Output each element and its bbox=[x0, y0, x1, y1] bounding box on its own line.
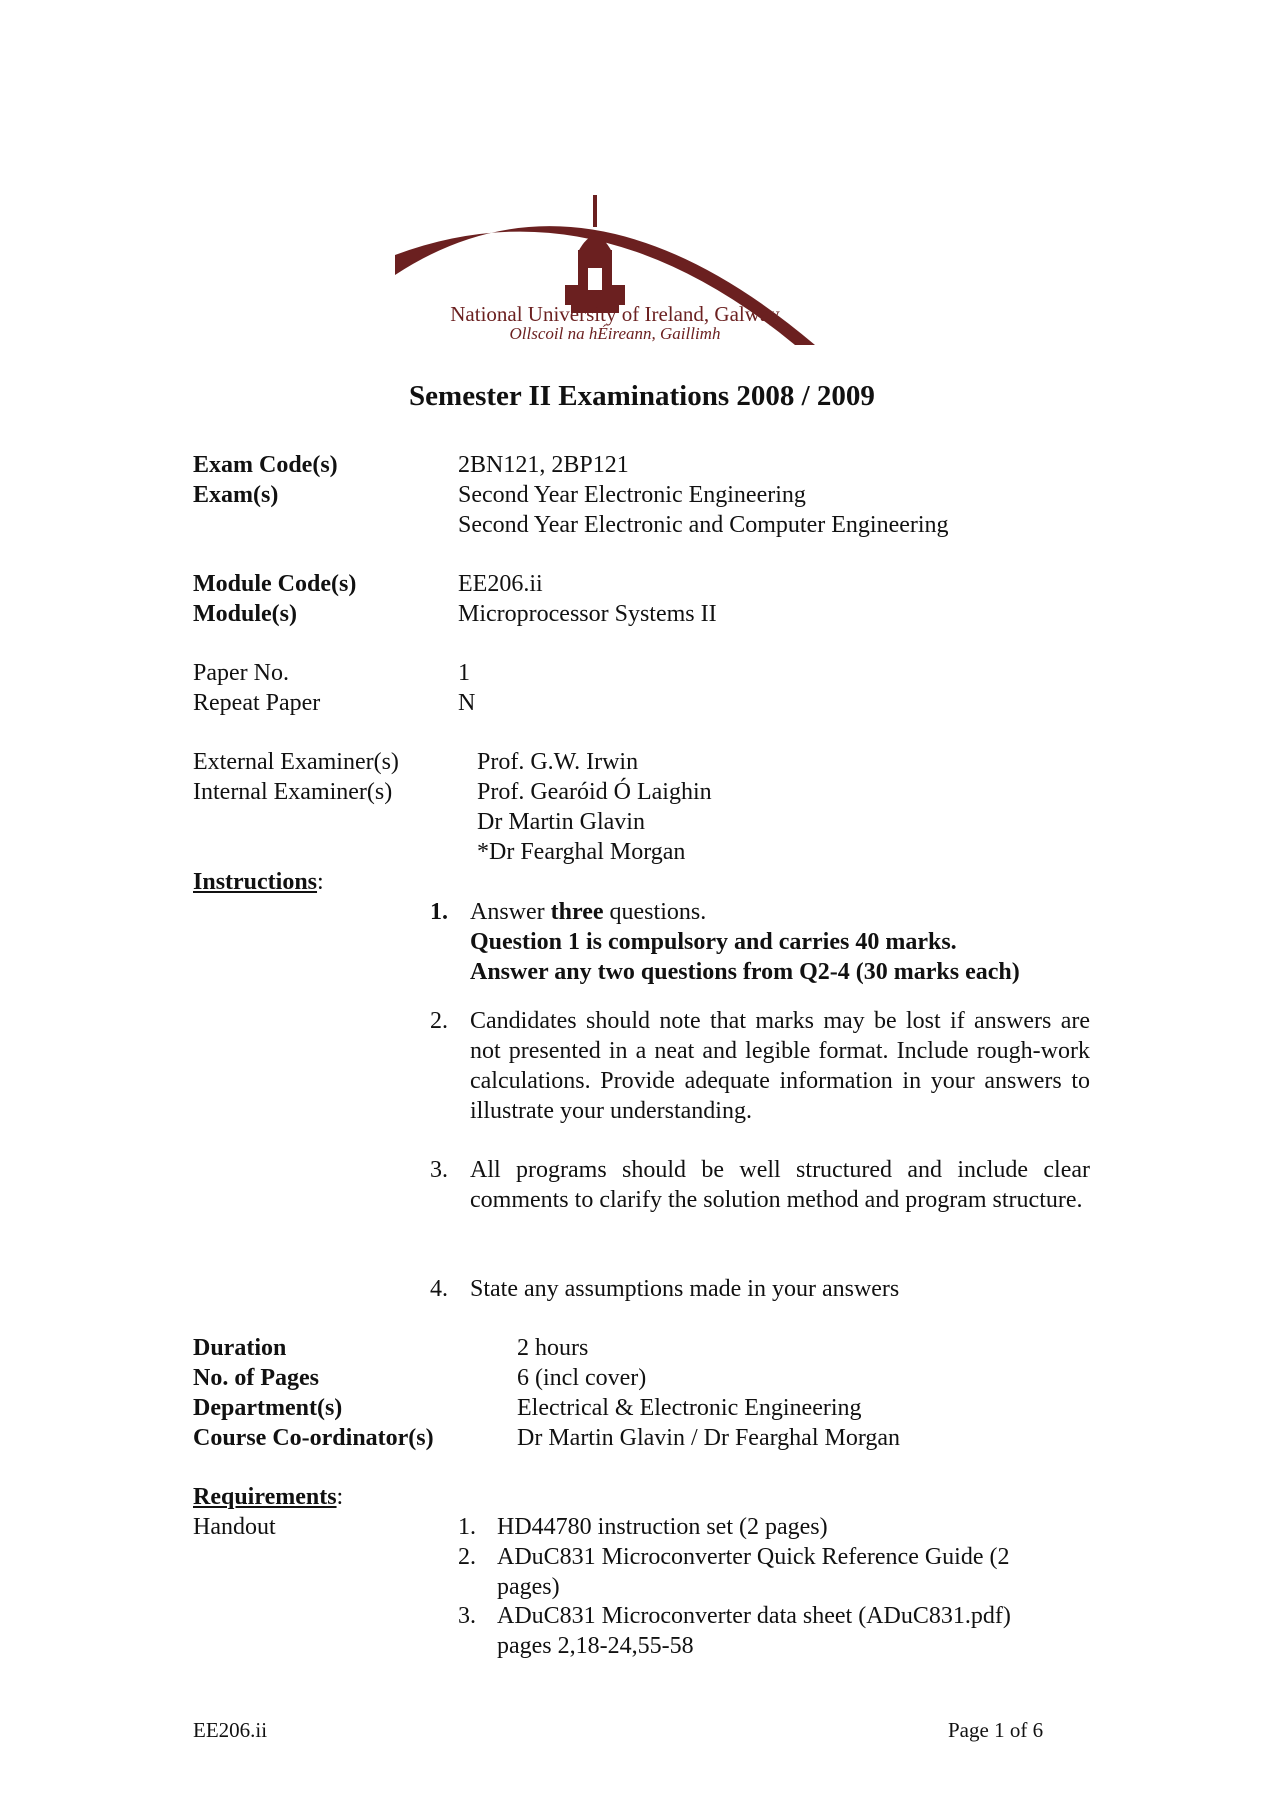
instructions-colon: : bbox=[317, 869, 324, 895]
department-label: Department(s) bbox=[193, 1395, 343, 1421]
exam-code-label: Exam Code(s) bbox=[193, 452, 338, 478]
instruction-1-post: questions. bbox=[603, 899, 707, 925]
module-label: Module(s) bbox=[193, 601, 297, 627]
requirements-heading bbox=[193, 1482, 343, 1512]
instruction-1-line-3: Answer any two questions from Q2-4 (30 marks each) bbox=[470, 959, 1020, 985]
paper-no-label: Paper No. bbox=[193, 660, 289, 686]
pages-label: No. of Pages bbox=[193, 1365, 319, 1391]
external-examiner-value: Prof. G.W. Irwin bbox=[477, 749, 639, 775]
paper-no-value: 1 bbox=[458, 660, 470, 686]
footer-page-number: Page 1 of 6 bbox=[948, 1718, 1044, 1742]
module-value: Microprocessor Systems II bbox=[458, 601, 717, 627]
exam-value-1: Second Year Electronic Engineering bbox=[458, 482, 806, 508]
instruction-4-text: State any assumptions made in your answers bbox=[470, 1276, 900, 1302]
logo-name-english: National University of Ireland, Galway bbox=[450, 302, 780, 326]
requirement-3-text: ADuC831 Microconverter data sheet (ADuC831.pdf) pages 2,18-24,55-58 bbox=[497, 1603, 1011, 1659]
coordinator-value: Dr Martin Glavin / Dr Fearghal Morgan bbox=[517, 1425, 901, 1451]
page-title: Semester II Examinations 2008 / 2009 bbox=[409, 380, 875, 412]
exam-value-2: Second Year Electronic and Computer Engineering bbox=[458, 512, 949, 538]
instructions-label: Instructions bbox=[193, 869, 318, 895]
instruction-1-line-2: Question 1 is compulsory and carries 40 marks. bbox=[470, 929, 957, 955]
instruction-1-pre: Answer bbox=[470, 899, 551, 925]
instruction-1-line-1 bbox=[470, 897, 706, 927]
instruction-2-text: Candidates should note that marks may be lost if answers are not presented in a neat and legible format. Include rough-work calculations. Provide adequate information in your answers to illustrate your understanding. bbox=[470, 1008, 1090, 1124]
internal-examiner-1: Prof. Gearóid Ó Laighin bbox=[477, 779, 712, 805]
instruction-1-number: 1. bbox=[430, 899, 448, 925]
handout-label: Handout bbox=[193, 1514, 276, 1540]
instructions-heading bbox=[193, 867, 324, 897]
exam-code-value: 2BN121, 2BP121 bbox=[458, 452, 629, 478]
requirement-3-number: 3. bbox=[458, 1603, 476, 1629]
requirement-1-number: 1. bbox=[458, 1514, 476, 1540]
internal-examiner-2: Dr Martin Glavin bbox=[477, 809, 645, 835]
external-examiner-label: External Examiner(s) bbox=[193, 749, 399, 775]
requirements-label: Requirements bbox=[193, 1484, 337, 1510]
duration-value: 2 hours bbox=[517, 1335, 589, 1361]
module-code-label: Module Code(s) bbox=[193, 571, 357, 597]
duration-label: Duration bbox=[193, 1335, 287, 1361]
instruction-1-bold: three bbox=[550, 899, 604, 925]
instruction-3-number: 3. bbox=[430, 1157, 448, 1183]
university-logo bbox=[395, 190, 885, 350]
requirement-2-text: ADuC831 Microconverter Quick Reference Guide (2 pages) bbox=[497, 1544, 1010, 1600]
instruction-3-text: All programs should be well structured and include clear comments to clarify the solution method and program structure. bbox=[470, 1157, 1090, 1213]
requirement-2-number: 2. bbox=[458, 1544, 476, 1570]
requirements-colon: : bbox=[336, 1484, 344, 1510]
requirement-1-text: HD44780 instruction set (2 pages) bbox=[497, 1514, 828, 1540]
repeat-paper-value: N bbox=[458, 690, 476, 716]
instruction-2-number: 2. bbox=[430, 1008, 448, 1034]
exam-label: Exam(s) bbox=[193, 482, 279, 508]
instruction-4-number: 4. bbox=[430, 1276, 448, 1302]
module-code-value: EE206.ii bbox=[458, 571, 543, 597]
footer-module-code: EE206.ii bbox=[193, 1718, 268, 1742]
repeat-paper-label: Repeat Paper bbox=[193, 690, 321, 716]
coordinator-label: Course Co-ordinator(s) bbox=[193, 1425, 434, 1451]
internal-examiner-label: Internal Examiner(s) bbox=[193, 779, 393, 805]
internal-examiner-3: *Dr Fearghal Morgan bbox=[477, 839, 686, 865]
logo-name-irish: Ollscoil na hÉireann, Gaillimh bbox=[509, 324, 721, 343]
pages-value: 6 (incl cover) bbox=[517, 1365, 647, 1391]
department-value: Electrical & Electronic Engineering bbox=[517, 1395, 862, 1421]
